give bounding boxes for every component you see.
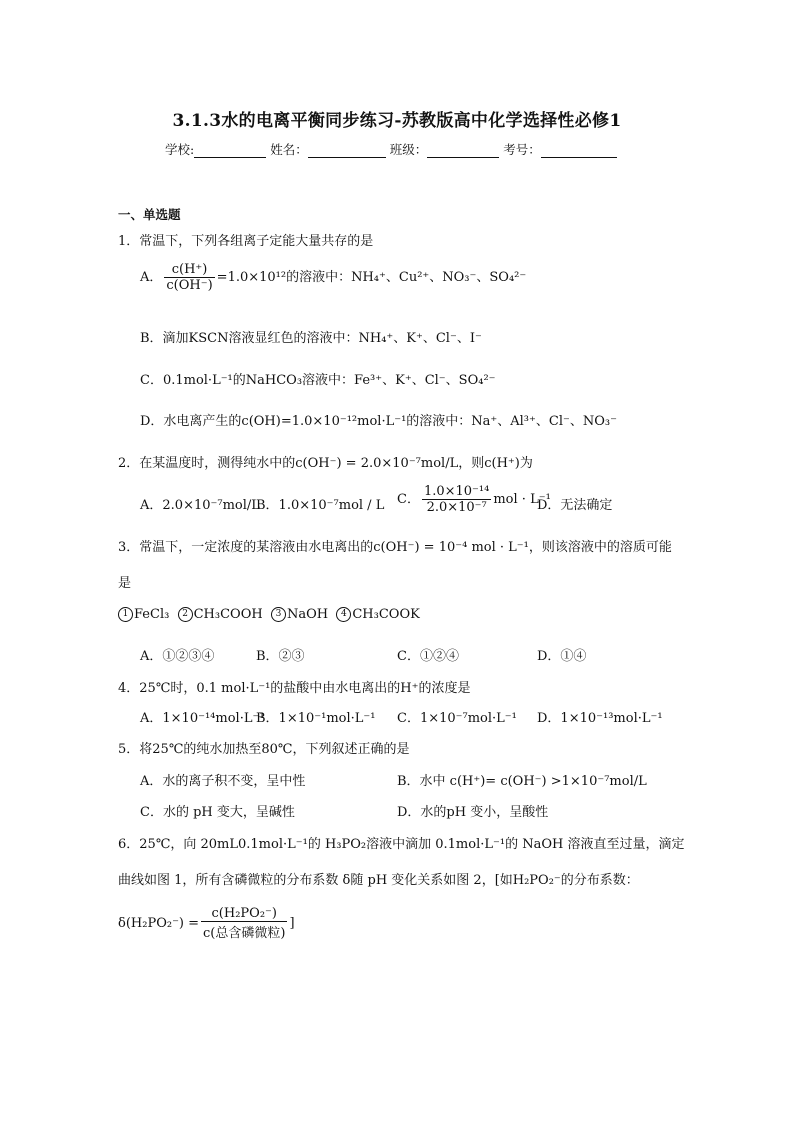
question-4-option-b: B．1×10⁻¹mol·L⁻¹: [256, 711, 376, 726]
question-5-stem: 5．将25℃的纯水加热至80℃，下列叙述正确的是: [118, 742, 410, 757]
circled-number-1: 1: [118, 607, 133, 622]
question-5-option-b: B．水中 c(H⁺)= c(OH⁻) >1×10⁻⁷mol/L: [397, 774, 647, 789]
question-2-option-b: B．1.0×10⁻⁷mol / L: [256, 498, 385, 513]
question-3-stem-line1: 3．常温下，一定浓度的某溶液由水电离出的c(OH⁻) = 10⁻⁴ mol · L⁻¹，则该溶液中的溶质可能: [118, 540, 672, 555]
school-blank[interactable]: [194, 144, 266, 158]
question-5-option-c: C．水的 pH 变大，呈碱性: [140, 805, 295, 820]
question-3-option-a: A．①②③④: [140, 649, 215, 664]
question-3-option-c: C．①②④: [397, 649, 459, 664]
concentration-fraction: $\frac{\text{1.0×10⁻¹⁴}}{\text{2.0×10⁻⁷}}$: [423, 484, 490, 515]
question-4-option-d: D．1×10⁻¹³mol·L⁻¹: [537, 711, 663, 726]
question-2-option-d: D．无法确定: [537, 498, 613, 513]
question-3-option-b: B．②③: [256, 649, 305, 664]
school-label: 学校:: [165, 142, 195, 157]
question-3-stem-line2: 是: [118, 576, 132, 591]
question-2-option-c: C． $\frac{\text{1.0×10⁻¹⁴}}{\text{2.0×10⁻⁷}}$ mol · L⁻¹: [397, 484, 551, 515]
page-title: 3.1.3水的电离平衡同步练习-苏教版高中化学选择性必修1: [172, 111, 622, 131]
question-1-option-a: A． $\frac{c(H^+)}{c(OH^-)}$ =1.0×10¹²的溶液中：NH₄⁺、Cu²⁺、NO₃⁻、SO₄²⁻: [140, 262, 527, 293]
question-1-option-c: C．0.1mol·L⁻¹的NaHCO₃溶液中：Fe³⁺、K⁺、Cl⁻、SO₄²⁻: [140, 373, 496, 388]
question-6-stem-line1: 6．25℃，向 20mL0.1mol·L⁻¹的 H₃PO₂溶液中滴加 0.1mol·L⁻¹的 NaOH 溶液直至过量，滴定: [118, 837, 685, 852]
circled-number-2: 2: [178, 607, 193, 622]
circled-number-3: 3: [271, 607, 286, 622]
ratio-fraction: $\frac{c(H^+)}{c(OH^-)}$: [166, 262, 213, 293]
question-4-option-c: C．1×10⁻⁷mol·L⁻¹: [397, 711, 517, 726]
exam-label: 考号：: [503, 142, 541, 157]
distribution-coefficient-formula: δ(H₂PO₂⁻) = $\frac{\text{c(H₂PO₂⁻)}}{\text{c(总含磷微粒)}}$ ]: [118, 906, 295, 941]
question-5-option-d: D．水的pH 变小，呈酸性: [397, 805, 549, 820]
class-label: 班级：: [389, 142, 428, 157]
question-6-stem-line2: 曲线如图 1，所有含磷微粒的分布系数 δ随 pH 变化关系如图 2，[如H₂PO₂⁻的分布系数：: [118, 873, 639, 888]
question-3-option-d: D．①④: [537, 649, 587, 664]
class-blank[interactable]: [427, 144, 499, 158]
question-1-option-b: B．滴加KSCN溶液显红色的溶液中：NH₄⁺、K⁺、Cl⁻、I⁻: [140, 331, 482, 346]
name-blank[interactable]: [308, 144, 386, 158]
question-1-stem: 1．常温下，下列各组离子定能大量共存的是: [118, 234, 374, 249]
question-2-option-a: A．2.0×10⁻⁷mol/L: [140, 498, 260, 513]
student-info-line: [165, 140, 617, 158]
question-2-stem: 2．在某温度时，测得纯水中的c(OH⁻) = 2.0×10⁻⁷mol/L，则c(H⁺)为: [118, 456, 533, 471]
exam-number-blank[interactable]: [541, 144, 617, 158]
question-4-option-a: A．1×10⁻¹⁴mol·L⁻¹: [140, 711, 265, 726]
circled-number-4: 4: [336, 607, 351, 622]
section-heading: 一、单选题: [118, 207, 181, 222]
name-label: 姓名：: [270, 142, 308, 157]
question-5-option-a: A．水的离子积不变，呈中性: [140, 774, 306, 789]
question-3-solute-list: 1 FeCl₃ 2 CH₃COOH 3 NaOH 4 CH₃COOK: [118, 607, 420, 622]
question-4-stem: 4．25℃时，0.1 mol·L⁻¹的盐酸中由水电离出的H⁺的浓度是: [118, 681, 471, 696]
question-1-option-d: D．水电离产生的c(OH)=1.0×10⁻¹²mol·L⁻¹的溶液中：Na⁺、Al³⁺、Cl⁻、NO₃⁻: [140, 414, 617, 429]
